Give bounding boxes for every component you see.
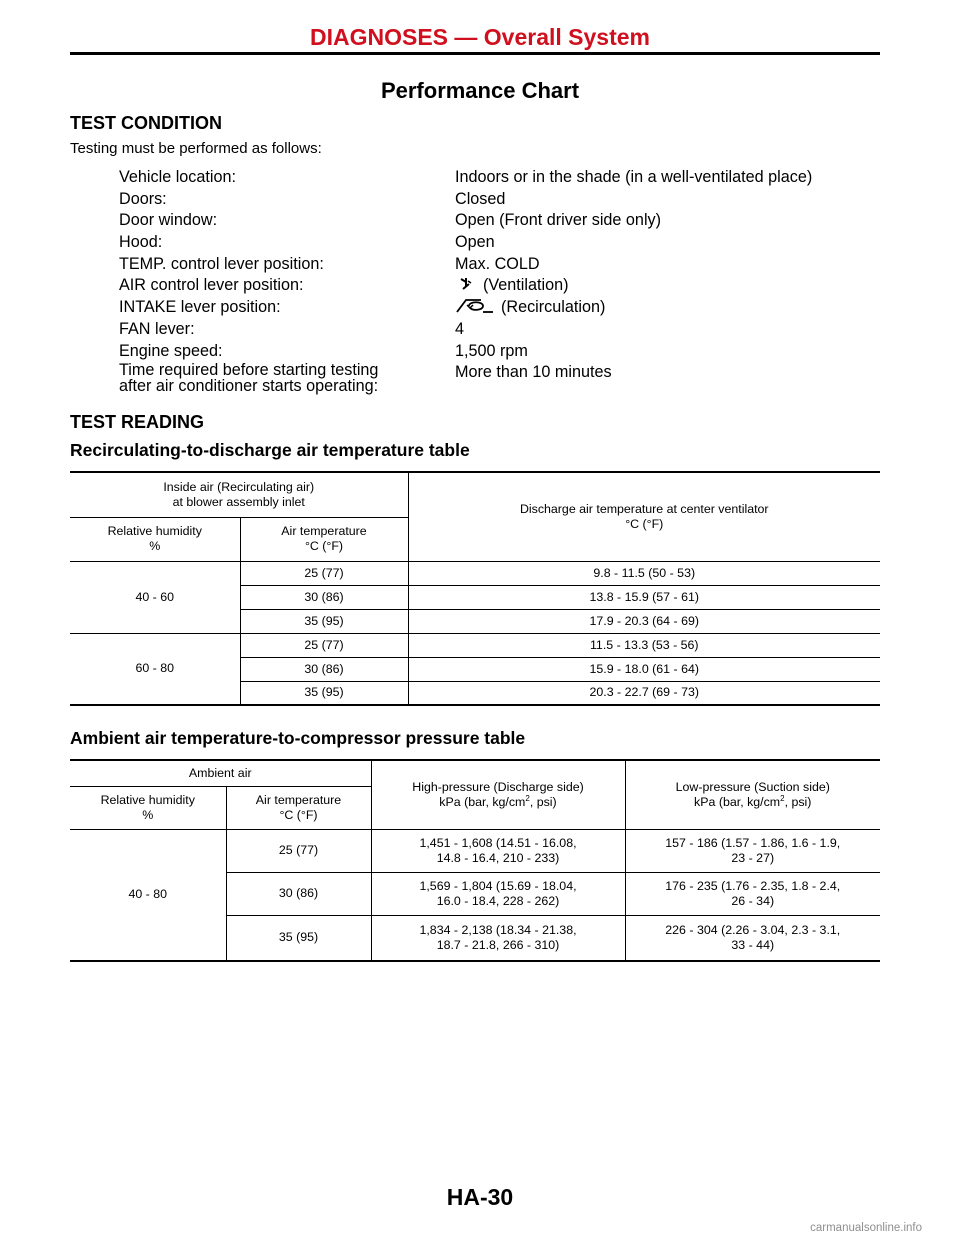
header-text: % — [149, 539, 161, 553]
ambient-air-header: Ambient air — [70, 760, 371, 786]
air-temp-cell: 35 (95) — [240, 609, 408, 633]
condition-row — [119, 362, 879, 402]
condition-value: 1,500 rpm — [455, 341, 528, 360]
condition-label: Vehicle location: — [119, 168, 236, 186]
condition-value: Closed — [455, 189, 506, 208]
superscript: 2 — [525, 793, 530, 803]
superscript: 2 — [780, 793, 785, 803]
ventilation-mode-icon — [455, 275, 477, 293]
humidity-cell: 40 - 60 — [70, 561, 240, 633]
humidity-cell: 40 - 80 — [70, 829, 226, 961]
header-text: at blower assembly inlet — [172, 494, 305, 509]
test-condition-heading: TEST CONDITION — [70, 113, 222, 133]
cell-text: 18.7 - 21.8, 266 - 310) — [436, 937, 560, 952]
cell-text: 1,451 - 1,608 (14.51 - 16.08, — [419, 835, 577, 850]
condition-value: Max. COLD — [455, 254, 540, 273]
header-text: High-pressure (Discharge side) — [412, 779, 584, 794]
discharge-cell: 9.8 - 11.5 (50 - 53) — [408, 561, 880, 585]
condition-value: Indoors or in the shade (in a well-ventilated place) — [455, 168, 813, 186]
high-pressure-cell — [371, 915, 625, 961]
high-pressure-cell — [371, 829, 625, 872]
condition-label: Doors: — [119, 189, 167, 208]
header-text: Air temperature — [255, 792, 342, 807]
table-row — [70, 829, 880, 872]
test-condition-intro: Testing must be performed as follows: — [70, 140, 322, 157]
condition-label: Hood: — [119, 233, 163, 252]
condition-row — [119, 254, 879, 276]
header-text: Relative humidity — [107, 524, 202, 538]
condition-row — [119, 189, 879, 211]
cell-text: 26 - 34) — [731, 893, 775, 908]
table-header-row — [70, 760, 880, 786]
condition-label: Engine speed: — [119, 341, 223, 360]
table-row — [70, 633, 880, 657]
cell-text: 226 - 304 (2.26 - 3.04, 2.3 - 3.1, — [665, 922, 841, 937]
condition-label-line: after air conditioner starts operating: — [119, 377, 379, 396]
header-text: Relative humidity — [100, 792, 195, 807]
condition-row — [119, 319, 879, 341]
test-condition-list — [119, 167, 879, 402]
condition-value-text: (Recirculation) — [501, 298, 606, 317]
condition-value — [455, 297, 605, 317]
cell-text: 23 - 27) — [731, 850, 775, 865]
cell-text: 157 - 186 (1.57 - 1.86, 1.6 - 1.9, — [665, 835, 841, 850]
header-text: °C (°F) — [625, 516, 664, 531]
condition-row — [119, 167, 879, 189]
low-pressure-cell — [625, 915, 880, 961]
condition-row — [119, 275, 879, 297]
air-temp-cell: 30 (86) — [226, 872, 371, 915]
high-pressure-cell — [371, 872, 625, 915]
header-text: % — [142, 807, 154, 822]
test-reading-heading: TEST READING — [70, 412, 205, 432]
air-temp-cell: 30 (86) — [240, 657, 408, 681]
header-text: Low-pressure (Suction side) — [675, 779, 830, 794]
header-text: , psi) — [529, 794, 557, 809]
condition-value: Open (Front driver side only) — [455, 211, 662, 230]
condition-label-line: Time required before starting testing — [119, 361, 379, 380]
discharge-cell: 13.8 - 15.9 (57 - 61) — [408, 585, 880, 609]
header-text: °C (°F) — [279, 807, 318, 822]
condition-row — [119, 297, 879, 319]
header-text: Air temperature — [281, 524, 367, 538]
low-pressure-header — [625, 760, 880, 829]
condition-label: FAN lever: — [119, 319, 195, 338]
condition-row — [119, 341, 879, 363]
cell-text: 1,569 - 1,804 (15.69 - 18.04, — [419, 878, 577, 893]
header-text: kPa (bar, kg/cm — [694, 794, 781, 809]
condition-value: Open — [455, 233, 495, 252]
page-title: Performance Chart — [380, 78, 580, 103]
compressor-pressure-table — [70, 759, 880, 962]
condition-value-text: (Ventilation) — [483, 276, 569, 295]
discharge-cell: 17.9 - 20.3 (64 - 69) — [408, 609, 880, 633]
air-temp-header — [226, 786, 371, 829]
air-temp-cell: 25 (77) — [240, 633, 408, 657]
header-text: Inside air (Recirculating air) — [163, 479, 315, 494]
condition-row — [119, 232, 879, 254]
watermark: carmanualsonline.info — [810, 1222, 922, 1234]
header-text: Discharge air temperature at center ventilator — [519, 501, 769, 516]
recirc-discharge-table — [70, 471, 880, 706]
condition-label: INTAKE lever position: — [119, 298, 281, 317]
cell-text: 176 - 235 (1.76 - 2.35, 1.8 - 2.4, — [665, 878, 841, 893]
header-text: kPa (bar, kg/cm — [439, 794, 526, 809]
low-pressure-cell — [625, 829, 880, 872]
condition-row — [119, 210, 879, 232]
condition-label: AIR control lever position: — [119, 276, 304, 295]
air-temp-header — [240, 517, 408, 561]
humidity-cell: 60 - 80 — [70, 633, 240, 705]
page-number: HA-30 — [446, 1184, 514, 1210]
cell-text: 14.8 - 16.4, 210 - 233) — [436, 850, 560, 865]
condition-label — [119, 362, 449, 394]
condition-value: 4 — [455, 319, 465, 338]
discharge-cell: 20.3 - 22.7 (69 - 73) — [408, 681, 880, 705]
header-text: , psi) — [784, 794, 812, 809]
condition-value — [455, 275, 568, 295]
table-row — [70, 561, 880, 585]
header-rule — [70, 52, 880, 55]
discharge-cell: 11.5 - 13.3 (53 - 56) — [408, 633, 880, 657]
air-temp-cell: 35 (95) — [240, 681, 408, 705]
air-temp-cell: 25 (77) — [240, 561, 408, 585]
air-temp-cell: 35 (95) — [226, 915, 371, 961]
condition-label: Door window: — [119, 211, 218, 230]
header-text: °C (°F) — [304, 539, 344, 553]
inside-air-header — [70, 472, 408, 517]
humidity-header — [70, 517, 240, 561]
pressure-table-title: Ambient air temperature-to-compressor pressure table — [70, 728, 526, 748]
condition-value: More than 10 minutes — [455, 363, 612, 382]
cell-text: 16.0 - 18.4, 228 - 262) — [436, 893, 560, 908]
high-pressure-header — [371, 760, 625, 829]
cell-text: 1,834 - 2,138 (18.34 - 21.38, — [419, 922, 577, 937]
humidity-header — [70, 786, 226, 829]
air-temp-cell: 30 (86) — [240, 585, 408, 609]
recirc-table-title: Recirculating-to-discharge air temperature table — [70, 440, 470, 460]
discharge-temp-header — [408, 472, 880, 561]
recirculation-mode-icon — [455, 297, 495, 315]
header-title: DIAGNOSES — Overall System — [309, 24, 650, 50]
air-temp-cell: 25 (77) — [226, 829, 371, 872]
discharge-cell: 15.9 - 18.0 (61 - 64) — [408, 657, 880, 681]
cell-text: 33 - 44) — [731, 937, 775, 952]
condition-label: TEMP. control lever position: — [119, 254, 324, 273]
low-pressure-cell — [625, 872, 880, 915]
table-header-row — [70, 472, 880, 517]
